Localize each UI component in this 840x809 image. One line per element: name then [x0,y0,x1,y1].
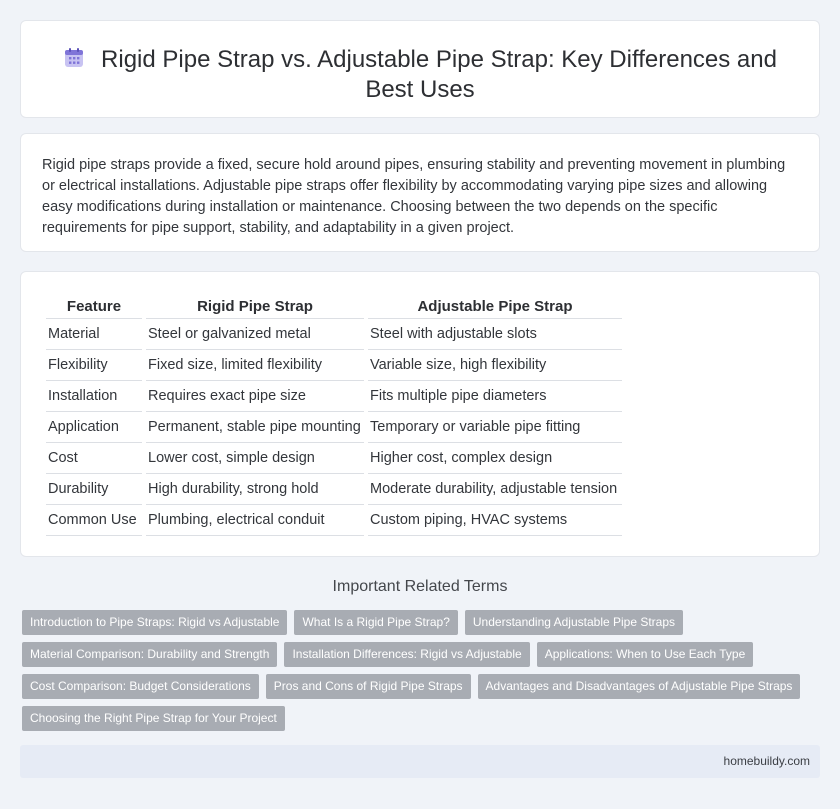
related-term-tag[interactable]: Material Comparison: Durability and Strength [22,642,277,667]
table-cell: Custom piping, HVAC systems [368,505,622,536]
table-row [46,474,622,505]
table-cell: Installation [46,381,142,412]
table-row [46,443,622,474]
related-term-tag[interactable]: Installation Differences: Rigid vs Adjustable [284,642,529,667]
related-term-tag[interactable]: What Is a Rigid Pipe Strap? [294,610,457,635]
related-terms-list [22,610,822,738]
table-cell: Fits multiple pipe diameters [368,381,622,412]
title-line-1: Rigid Pipe Strap vs. Adjustable Pipe Strap: Key Differences and [101,46,777,73]
comparison-table [42,294,626,536]
title-line-2: Best Uses [365,76,475,103]
footer-site-link[interactable]: homebuildy.com [723,754,810,768]
related-term-tag[interactable]: Pros and Cons of Rigid Pipe Straps [266,674,471,699]
table-row [46,505,622,536]
column-header: Rigid Pipe Strap [146,294,364,319]
table-cell: Higher cost, complex design [368,443,622,474]
header-card [20,20,820,118]
table-cell: Requires exact pipe size [146,381,364,412]
table-row [46,350,622,381]
related-term-tag[interactable]: Understanding Adjustable Pipe Straps [465,610,683,635]
related-term-tag[interactable]: Introduction to Pipe Straps: Rigid vs Adjustable [22,610,287,635]
tag-row [22,706,822,731]
table-row [46,319,622,350]
table-header-row [46,294,622,319]
related-term-tag[interactable]: Applications: When to Use Each Type [537,642,754,667]
footer [20,745,820,778]
table-cell: Permanent, stable pipe mounting [146,412,364,443]
tag-row [22,674,822,699]
related-term-tag[interactable]: Choosing the Right Pipe Strap for Your Project [22,706,285,731]
table-cell: Moderate durability, adjustable tension [368,474,622,505]
table-cell: Steel with adjustable slots [368,319,622,350]
table-row [46,381,622,412]
column-header: Feature [46,294,142,319]
table-cell: Common Use [46,505,142,536]
table-cell: Plumbing, electrical conduit [146,505,364,536]
related-term-tag[interactable]: Cost Comparison: Budget Considerations [22,674,259,699]
table-cell: Cost [46,443,142,474]
tag-row [22,642,822,667]
table-cell: Application [46,412,142,443]
table-cell: Lower cost, simple design [146,443,364,474]
table-cell: High durability, strong hold [146,474,364,505]
related-terms-heading: Important Related Terms [332,578,508,595]
table-cell: Fixed size, limited flexibility [146,350,364,381]
tag-row [22,610,822,635]
intro-paragraph: Rigid pipe straps provide a fixed, secure hold around pipes, ensuring stability and preventing movement in plumbing or electrical installations. Adjustable pipe straps offer flexibility by accommodating varying pipe sizes and allowing easy modifications during installation or maintenance. Choosing between the two depends on the specific requirements for pipe support, stability, and adaptability in a given project. [42,157,786,236]
table-row [46,412,622,443]
intro-card [20,133,820,252]
table-cell: Temporary or variable pipe fitting [368,412,622,443]
related-term-tag[interactable]: Advantages and Disadvantages of Adjustable Pipe Straps [478,674,801,699]
page-title [21,45,819,105]
calendar-icon [63,47,85,69]
table-cell: Material [46,319,142,350]
table-cell: Steel or galvanized metal [146,319,364,350]
table-cell: Variable size, high flexibility [368,350,622,381]
column-header: Adjustable Pipe Strap [368,294,622,319]
comparison-card [20,271,820,557]
table-cell: Durability [46,474,142,505]
table-cell: Flexibility [46,350,142,381]
